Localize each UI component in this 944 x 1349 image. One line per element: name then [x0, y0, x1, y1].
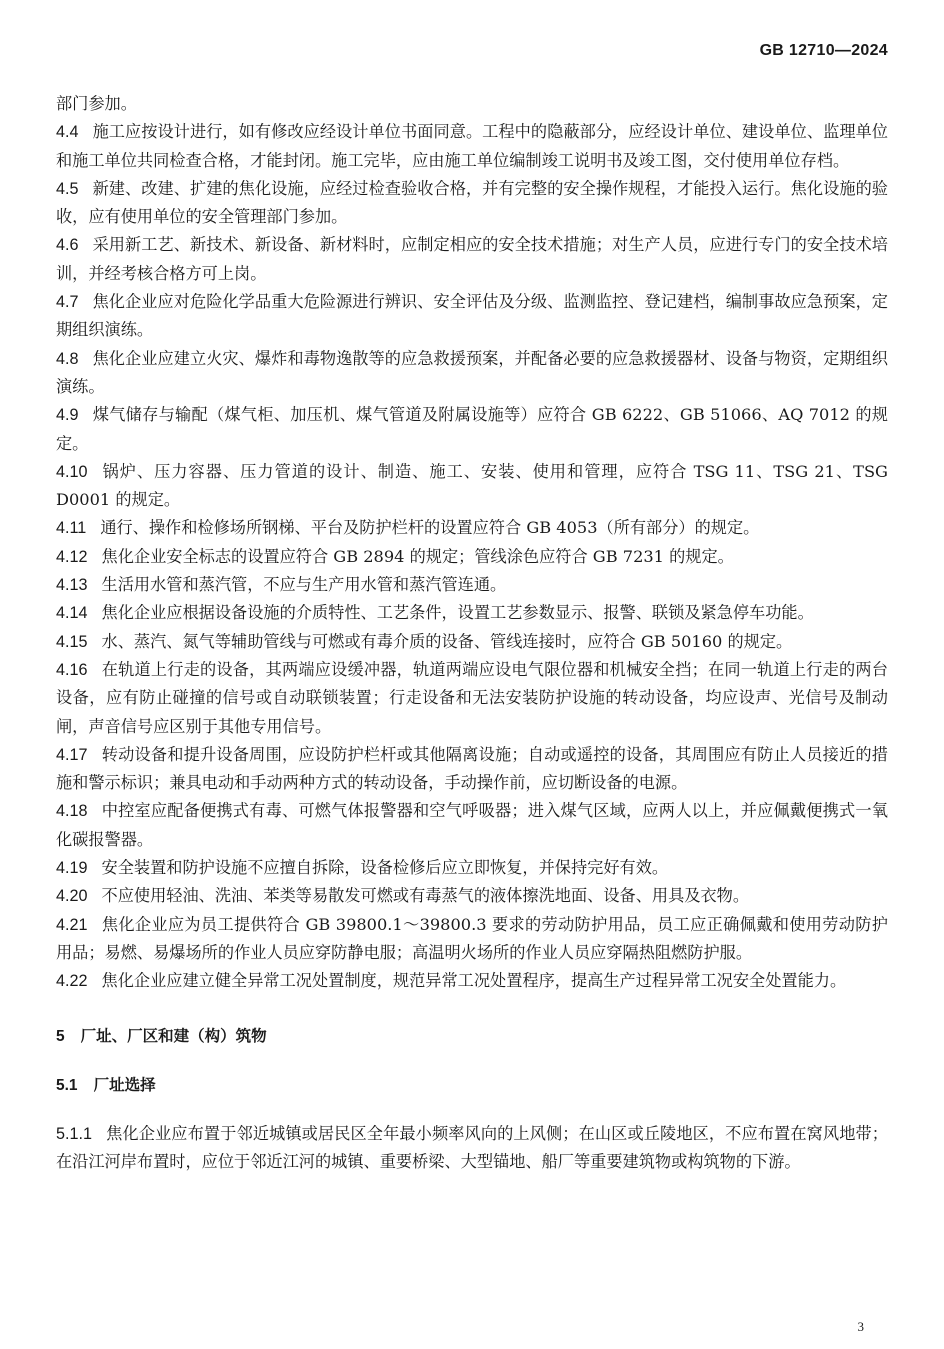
clause-number: 4.13 — [56, 576, 88, 595]
clause-item — [56, 175, 888, 232]
clause-number: 4.9 — [56, 406, 79, 425]
clause-number: 4.20 — [56, 887, 88, 906]
clause-item — [56, 967, 888, 995]
clause-item — [56, 911, 888, 968]
clause-text: 通行、操作和检修场所钢梯、平台及防护栏杆的设置应符合 GB 4053（所有部分）的规定。 — [100, 518, 760, 538]
clause-number: 4.5 — [56, 179, 79, 198]
clause-text: 焦化企业安全标志的设置应符合 GB 2894 的规定；管线涂色应符合 GB 7231 的规定。 — [101, 546, 734, 566]
clause-5-1-1 — [56, 1120, 888, 1177]
clause-item — [56, 543, 888, 571]
clause-text: 生活用水管和蒸汽管，不应与生产用水管和蒸汽管连通。 — [101, 575, 507, 595]
clause-item — [56, 288, 888, 345]
clause-text: 水、蒸汽、氮气等辅助管线与可燃或有毒介质的设备、管线连接时，应符合 GB 50160 的规定。 — [101, 631, 793, 651]
section-5-heading — [56, 1022, 888, 1051]
clause-text: 安全装置和防护设施不应擅自拆除，设备检修后应立即恢复，并保持完好有效。 — [101, 858, 669, 878]
clause-number: 4.14 — [56, 604, 88, 623]
clause-text: 焦化企业应为员工提供符合 GB 39800.1～39800.3 要求的劳动防护用品，员工应正确佩戴和使用劳动防护用品；易燃、易爆场所的作业人员应穿防静电服；高温明火场所的作业人员应穿隔热阻燃防护服。 — [56, 914, 888, 962]
clause-number: 4.7 — [56, 293, 79, 312]
clause-item — [56, 741, 888, 798]
clause-number: 4.4 — [56, 123, 79, 142]
section-5-title: 厂址、厂区和建（构）筑物 — [80, 1026, 267, 1045]
clause-text: 转动设备和提升设备周围，应设防护栏杆或其他隔离设施；自动或遥控的设备，其周围应有防止人员接近的措施和警示标识；兼具电动和手动两种方式的转动设备，手动操作前，应切断设备的电源。 — [56, 744, 888, 793]
clause-text: 焦化企业应建立火灾、爆炸和毒物逸散等的应急救援预案，并配备必要的应急救援器材、设备与物资，定期组织演练。 — [56, 348, 888, 396]
clause-text: 锅炉、压力容器、压力管道的设计、制造、施工、安装、使用和管理，应符合 TSG 11、TSG 21、TSG D0001 的规定。 — [56, 461, 888, 510]
clause-item — [56, 458, 888, 515]
section-5-1-heading — [56, 1071, 888, 1100]
clause-text: 新建、改建、扩建的焦化设施，应经过检查验收合格，并有完整的安全操作规程，才能投入运行。焦化设施的验收，应有使用单位的安全管理部门参加。 — [56, 178, 888, 227]
standard-code: GB 12710—2024 — [759, 42, 888, 59]
clause-item — [56, 882, 888, 910]
clause-item — [56, 231, 888, 288]
clause-number: 4.10 — [56, 462, 88, 481]
clause-number: 4.19 — [56, 859, 88, 878]
clause-text: 焦化企业应对危险化学品重大危险源进行辨识、安全评估及分级、监测监控、登记建档，编制事故应急预案，定期组织演练。 — [56, 292, 888, 340]
clause-number: 4.12 — [56, 547, 88, 566]
clause-number: 4.18 — [56, 802, 88, 821]
clause-number: 4.21 — [56, 915, 88, 934]
clause-text: 采用新工艺、新技术、新设备、新材料时，应制定相应的安全技术措施；对生产人员，应进行专门的安全技术培训，并经考核合格方可上岗。 — [56, 235, 888, 283]
clause-item — [56, 628, 888, 656]
clause-text: 焦化企业应根据设备设施的介质特性、工艺条件，设置工艺参数显示、报警、联锁及紧急停车功能。 — [101, 603, 814, 623]
clause-number: 4.16 — [56, 660, 88, 679]
clause-item — [56, 401, 888, 458]
clause-number: 4.22 — [56, 972, 88, 991]
clause-item — [56, 797, 888, 854]
clause-text: 施工应按设计进行，如有修改应经设计单位书面同意。工程中的隐蔽部分，应经设计单位、建设单位、监理单位和施工单位共同检查合格，才能封闭。施工完毕，应由施工单位编制竣工说明书及竣工图，交付使用单位存档。 — [56, 122, 888, 170]
section-5-1-number: 5.1 — [56, 1076, 78, 1094]
clause-number: 5.1.1 — [56, 1125, 93, 1144]
clause-text: 在轨道上行走的设备，其两端应设缓冲器，轨道两端应设电气限位器和机械安全挡；在同一轨道上行走的两台设备，应有防止碰撞的信号或自动联锁装置；行走设备和无法安装防护设施的转动设备，均应设声、光信号及制动闸，声音信号应区别于其他专用信号。 — [56, 659, 888, 736]
clause-list — [56, 118, 888, 995]
clause-item — [56, 656, 888, 741]
clause-item — [56, 514, 888, 542]
clause-text: 焦化企业应布置于邻近城镇或居民区全年最小频率风向的上风侧；在山区或丘陵地区，不应布置在窝风地带；在沿江河岸布置时，应位于邻近江河的城镇、重要桥梁、大型锚地、船厂等重要建筑物或构筑物的下游。 — [56, 1124, 888, 1172]
clause-number: 4.11 — [56, 519, 87, 538]
intro-fragment: 部门参加。 — [56, 94, 137, 113]
clause-item — [56, 599, 888, 627]
clause-number: 4.15 — [56, 632, 88, 651]
clause-item — [56, 118, 888, 175]
clause-text: 不应使用轻油、洗油、苯类等易散发可燃或有毒蒸气的液体擦洗地面、设备、用具及衣物。 — [101, 886, 750, 906]
clause-text: 中控室应配备便携式有毒、可燃气体报警器和空气呼吸器；进入煤气区域，应两人以上，并应佩戴便携式一氧化碳报警器。 — [56, 801, 888, 849]
clause-item — [56, 854, 888, 882]
clause-number: 4.8 — [56, 349, 79, 368]
document-body — [56, 90, 888, 1177]
clause-text: 焦化企业应建立健全异常工况处置制度，规范异常工况处置程序，提高生产过程异常工况安全处置能力。 — [101, 971, 847, 991]
page-number: 3 — [857, 1319, 864, 1334]
clause-number: 4.6 — [56, 236, 79, 255]
clause-item — [56, 345, 888, 402]
clause-item — [56, 571, 888, 599]
section-5-number: 5 — [56, 1027, 65, 1045]
clause-number: 4.17 — [56, 745, 88, 764]
section-5-1-title: 厂址选择 — [93, 1075, 156, 1094]
clause-text: 煤气储存与输配（煤气柜、加压机、煤气管道及附属设施等）应符合 GB 6222、GB 51066、AQ 7012 的规定。 — [56, 405, 888, 453]
